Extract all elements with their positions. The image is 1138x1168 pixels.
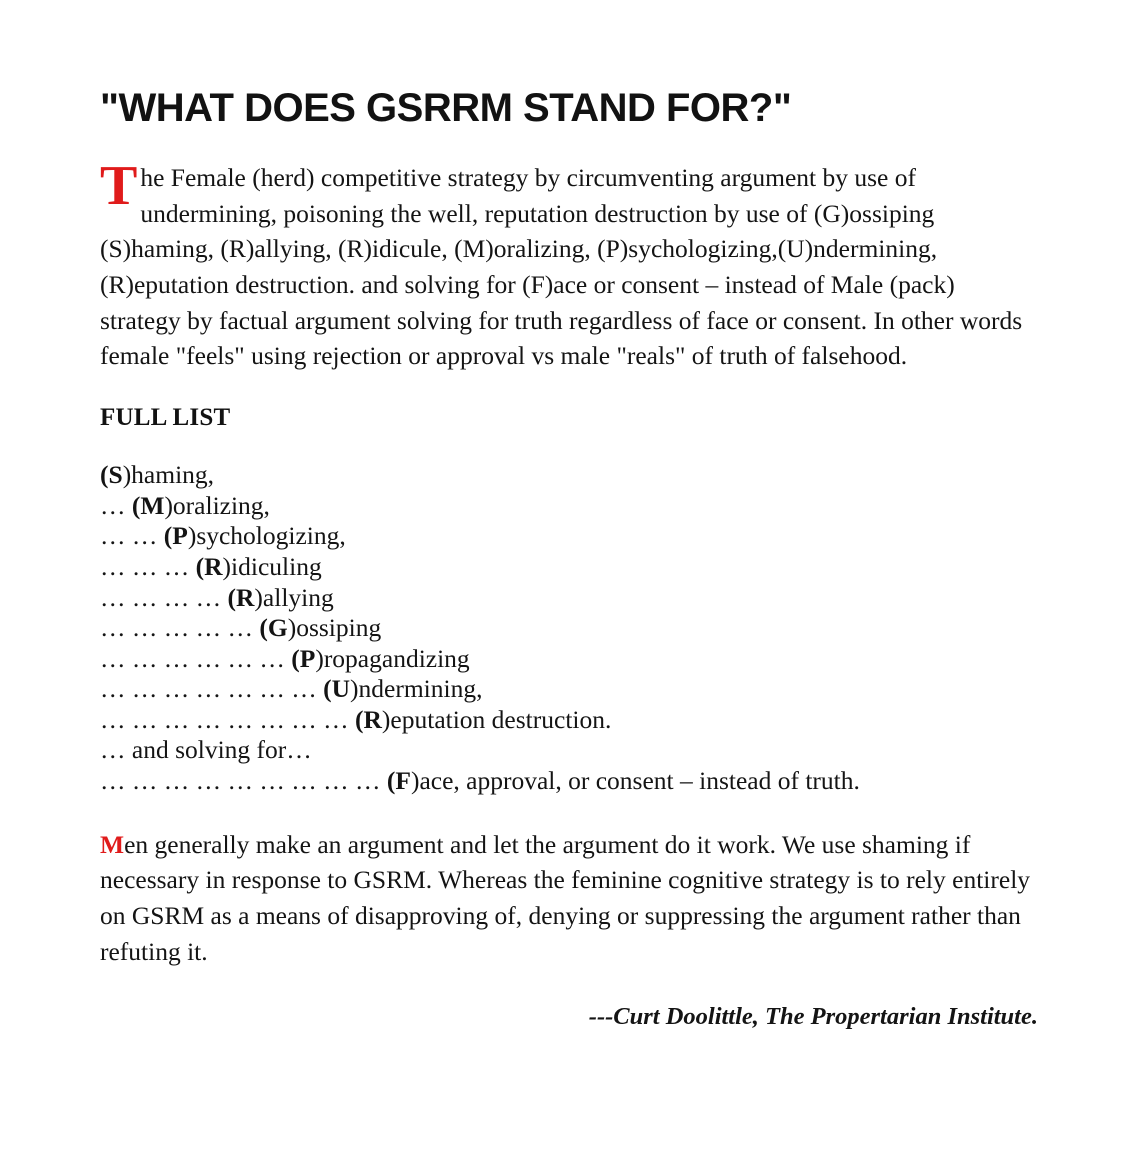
list-item-text: )sychologizing, [187,521,346,551]
list-item-letter: (P [163,521,188,551]
closing-text: en generally make an argument and let the argument do it work. We use shaming if necessary in response to GSRM. Whereas the feminine cognitive strategy is to rely entirely on GSRM as a means of disapproving of, denying or suppressing the argument rather than refuting it. [100,829,1031,966]
list-item [100,583,1038,614]
intro-dropcap: T [100,155,138,217]
list-item-text: )eputation destruction. [381,704,612,734]
list-item-letter: (P [291,643,316,673]
list-item-indent: … … … … … … … [100,674,324,704]
list-item-text: )ndermining, [350,674,483,704]
list-item-text: )ropagandizing [315,643,470,673]
list-item-letter: (R [195,551,223,581]
closing-dropcap: M [100,829,125,859]
list-item-letter: (R [227,582,255,612]
list-item-indent: … … [100,521,164,551]
list-item-indent: … … … … [100,582,228,612]
closing-paragraph [100,827,1038,970]
list-item-letter: (S [100,460,123,490]
list-item [100,552,1038,583]
list-item-indent: … [100,490,132,520]
list-item [100,644,1038,675]
list-item-letter: (G [259,613,288,643]
list-item-letter: (U [323,674,351,704]
list-item-text: )allying [254,582,334,612]
intro-paragraph [100,155,1038,374]
list-item-letter: (R [355,704,382,734]
list-item [100,460,1038,491]
list-item-letter: (F [386,766,411,796]
list-item [100,674,1038,705]
list-item [100,705,1038,736]
list-item-indent: … … … … … … [100,643,292,673]
list-item-letter: (M [131,490,165,520]
attribution: ---Curt Doolittle, The Propertarian Institute. [588,1003,1038,1031]
list-item-indent: … … … … … [100,613,260,643]
list-item-text: )oralizing, [164,490,270,520]
list-item-text: )ace, approval, or consent – instead of truth. [410,766,860,796]
list-item-indent: … … … … … … … … [100,704,355,734]
list-item [100,491,1038,522]
list-item-text: )ossiping [287,613,382,643]
list-item-indent: … … … … … … … … … [100,766,387,796]
list-item [100,613,1038,644]
full-list [100,460,1038,797]
list-item [100,521,1038,552]
list-item-indent: … … … [100,551,196,581]
list-item-text: )idiculing [222,551,322,581]
full-list-heading: FULL LIST [100,404,231,432]
page-title: "WHAT DOES GSRRM STAND FOR?" [100,86,792,130]
list-item-indent: … and solving for… [100,735,312,765]
list-item-text: )haming, [122,460,215,490]
intro-text: he Female (herd) competitive strategy by circumventing argument by use of undermining, poisoning the well, reputation destruction by use of (G)ossiping (S)haming, (R)allying, (R)idicule, (M)oralizing, (P)sychologizing,(U)ndermining, (R)eputation destruction. and solving for (F)ace or consent – instead of Male (pack) strategy by factual argument solving for truth regardless of face or consent. In other words female "feels" using rejection or approval vs male "reals" of truth of falsehood. [100,163,1023,371]
list-item [100,766,1038,797]
list-item [100,735,1038,766]
